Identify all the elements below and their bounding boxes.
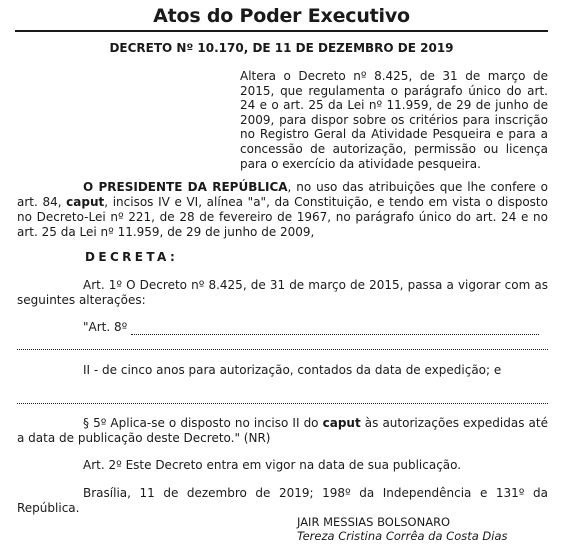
para5-caput: caput bbox=[322, 416, 361, 430]
signature-minister: Tereza Cristina Corrêa da Costa Dias bbox=[297, 529, 508, 543]
preamble-text-2: , incisos IV e VI, alínea "a", da Constituição, e tendo em vista o disposto no Decreto-Lei nº 221, de 28 de fevereiro de 1967, no parágrafo único do art. 24 e no art. 25 da Lei nº 11.959, de 29 de junho de 2009, bbox=[17, 195, 548, 239]
preamble-paragraph bbox=[17, 180, 548, 240]
art8-label: "Art. 8º bbox=[83, 320, 128, 334]
preamble-caput: caput bbox=[66, 195, 105, 209]
place-date-line: Brasília, 11 de dezembro de 2019; 198º da Independência e 131º da República. bbox=[17, 486, 548, 515]
art1-paragraph: Art. 1º O Decreto nº 8.425, de 31 de março de 2015, passa a vigorar com as seguintes alterações: bbox=[17, 278, 548, 307]
section-title: Atos do Poder Executivo bbox=[153, 5, 410, 27]
omitted-text-line bbox=[17, 335, 548, 350]
decree-title: DECRETO Nº 10.170, DE 11 DE DEZEMBRO DE 2019 bbox=[109, 41, 454, 55]
preamble-president: O PRESIDENTE DA REPÚBLICA bbox=[83, 180, 288, 194]
section-header bbox=[15, 4, 548, 32]
para5-text-1: § 5º Aplica-se o disposto no inciso II do bbox=[83, 416, 319, 430]
signature-president: JAIR MESSIAS BOLSONARO bbox=[297, 515, 451, 529]
art8-line bbox=[83, 320, 548, 335]
art2-paragraph: Art. 2º Este Decreto entra em vigor na data de sua publicação. bbox=[83, 458, 462, 472]
inciso-ii-text: II - de cinco anos para autorização, contados da data de expedição; e bbox=[83, 363, 502, 377]
para5-text-2: às autorizações expedidas até a data de publicação deste Decreto." (NR) bbox=[17, 416, 548, 445]
decreta-heading: DECRETA: bbox=[85, 250, 179, 264]
decree-summary: Altera o Decreto nº 8.425, de 31 de março de 2015, que regulamenta o parágrafo único do art. 24 e o art. 25 da Lei nº 11.959, de 29 de junho de 2009, para dispor sobre os critérios para inscrição no Registro Geral da Atividade Pesqueira e para a concessão de autorização, permissão ou licença para o exercício da atividade pesqueira. bbox=[240, 69, 548, 171]
dotted-leader bbox=[131, 324, 539, 335]
omitted-text-line bbox=[17, 389, 548, 404]
dotted-leader bbox=[17, 339, 548, 350]
paragraph-5 bbox=[17, 416, 548, 446]
dotted-leader bbox=[17, 393, 548, 404]
preamble-text-1: , no uso das atribuições que lhe confere o art. 84, bbox=[17, 180, 548, 209]
